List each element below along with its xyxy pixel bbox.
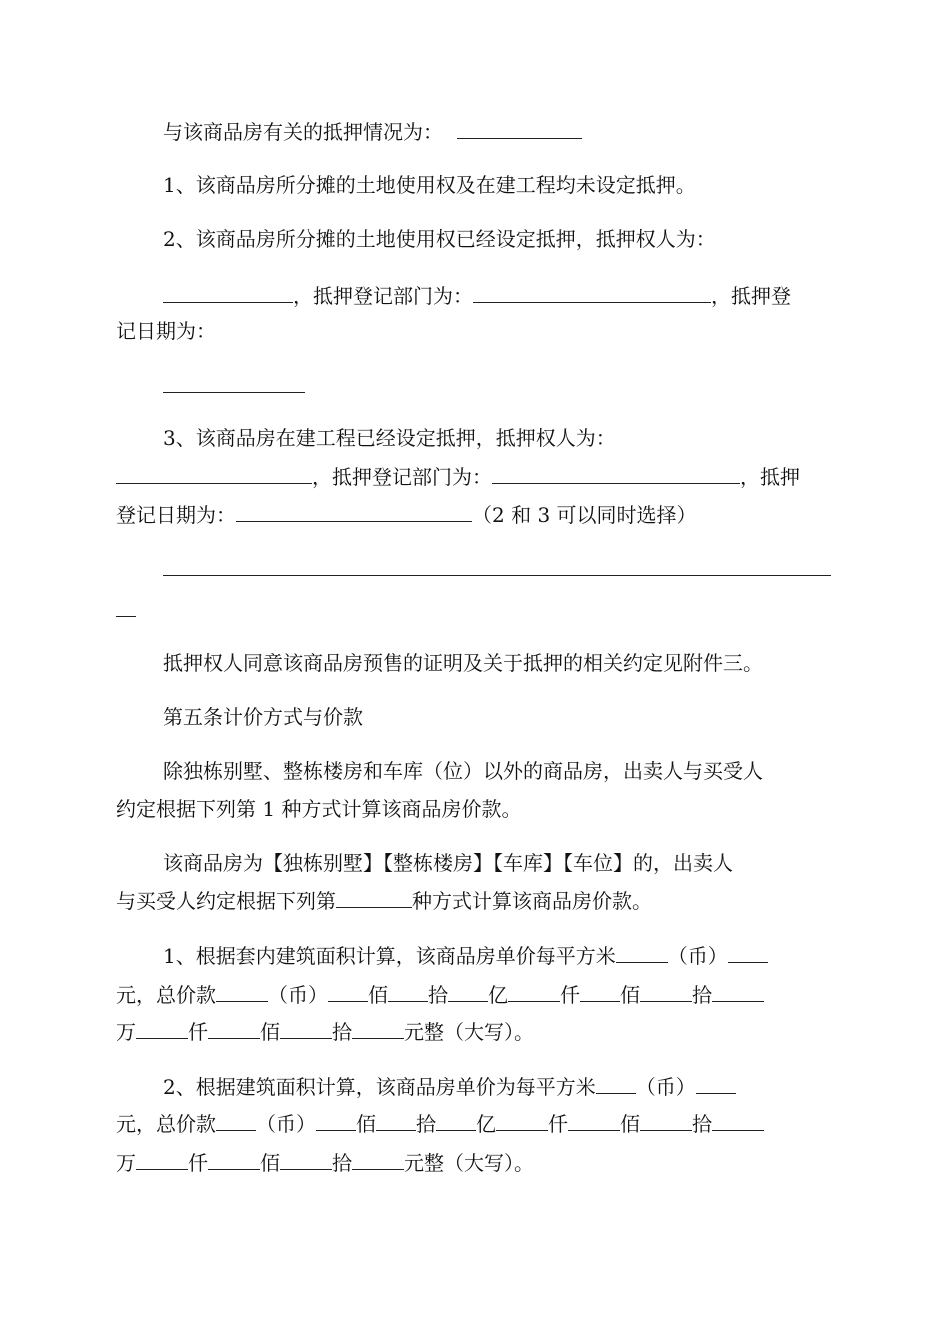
amount-blank[interactable] — [136, 1149, 188, 1170]
amount-blank[interactable] — [376, 1110, 416, 1131]
amount-currency-label: （币） — [268, 983, 328, 1007]
amount-suffix: 元整（大写）。 — [404, 1020, 534, 1044]
amount-blank[interactable] — [328, 981, 368, 1002]
unit-label: 拾 — [332, 1151, 352, 1175]
article5-p1-line2: 约定根据下列第 1 种方式计算该商品房价款。 — [116, 797, 522, 821]
registry-label: ，抵押登记部门为： — [293, 284, 473, 308]
method1-unit-price-blank[interactable] — [728, 942, 768, 963]
method2-line1 — [163, 1073, 736, 1100]
registration-date-label-2: 登记日期为： — [116, 503, 236, 527]
mortgagee-blank[interactable] — [163, 282, 293, 303]
amount-blank[interactable] — [280, 1149, 332, 1170]
method2-unit-price-label: 2、根据建筑面积计算，该商品房单价为每平方米 — [163, 1075, 596, 1099]
long-blank-line-tail[interactable] — [116, 616, 136, 617]
amount-blank[interactable] — [208, 1149, 260, 1170]
unit-label: 拾 — [692, 983, 712, 1007]
unit-label: 佰 — [260, 1020, 280, 1044]
unit-label: 佰 — [620, 983, 640, 1007]
method1-line3 — [116, 1018, 534, 1045]
registration-date-line — [163, 372, 305, 399]
mortgagee-blank-2[interactable] — [116, 463, 312, 484]
unit-label: 拾 — [416, 1112, 436, 1136]
mortgage-intro-line — [163, 118, 582, 145]
amount-blank[interactable] — [280, 1018, 332, 1039]
amount-blank[interactable] — [436, 1110, 476, 1131]
unit-label: 佰 — [368, 983, 388, 1007]
article5-p1-line1: 除独栋别墅、整栋楼房和车库（位）以外的商品房，出卖人与买受人 — [163, 759, 763, 783]
registration-date-label: 记日期为： — [116, 319, 216, 343]
article5-p2-line2 — [116, 887, 652, 914]
unit-label: 仟 — [188, 1020, 208, 1044]
mortgage-consent: 抵押权人同意该商品房预售的证明及关于抵押的相关约定见附件三。 — [163, 651, 763, 675]
article5-title: 第五条计价方式与价款 — [163, 705, 363, 729]
method2-currency-label: （币） — [635, 1075, 696, 1099]
method2-currency-blank[interactable] — [596, 1073, 636, 1094]
amount-blank[interactable] — [448, 981, 488, 1002]
amount-blank[interactable] — [508, 981, 560, 1002]
registration-label-part-2: ，抵押 — [740, 465, 800, 489]
amount-currency-label: （币） — [256, 1112, 316, 1136]
mortgage-option-1: 1、该商品房所分摊的土地使用权及在建工程均未设定抵押。 — [163, 173, 696, 197]
method-choice-label: 与买受人约定根据下列第 — [116, 889, 336, 913]
amount-blank[interactable] — [712, 1110, 764, 1131]
amount-label: 元，总价款 — [116, 983, 216, 1007]
amount-blank[interactable] — [352, 1149, 404, 1170]
unit-label: 佰 — [356, 1112, 376, 1136]
method1-line1 — [163, 942, 768, 969]
unit-label: 佰 — [260, 1151, 280, 1175]
unit-label: 拾 — [692, 1112, 712, 1136]
unit-label: 万 — [116, 1151, 136, 1175]
mortgage-option-2-fields — [163, 282, 791, 309]
unit-label: 仟 — [548, 1112, 568, 1136]
method1-unit-price-label: 1、根据套内建筑面积计算，该商品房单价每平方米 — [163, 944, 616, 968]
method-choice-blank[interactable] — [336, 887, 412, 908]
unit-label: 亿 — [488, 983, 508, 1007]
registry-label-2: ，抵押登记部门为： — [312, 465, 492, 489]
unit-label: 仟 — [188, 1151, 208, 1175]
unit-label: 拾 — [332, 1020, 352, 1044]
method-choice-suffix: 种方式计算该商品房价款。 — [412, 889, 652, 913]
long-blank-line[interactable] — [163, 575, 831, 576]
method1-currency-label: （币） — [667, 944, 728, 968]
unit-label: 拾 — [428, 983, 448, 1007]
amount-blank[interactable] — [568, 1110, 620, 1131]
amount-blank[interactable] — [352, 1018, 404, 1039]
amount-suffix: 元整（大写）。 — [404, 1151, 534, 1175]
amount-blank[interactable] — [136, 1018, 188, 1039]
mortgage-status-blank[interactable] — [457, 118, 582, 139]
amount-blank[interactable] — [640, 1110, 692, 1131]
article5-p2-line1: 该商品房为【独栋别墅】【整栋楼房】【车库】【车位】的，出卖人 — [163, 851, 733, 875]
amount-blank[interactable] — [496, 1110, 548, 1131]
method2-line2 — [116, 1110, 764, 1137]
unit-label: 佰 — [620, 1112, 640, 1136]
amount-blank[interactable] — [580, 981, 620, 1002]
registration-date-blank-2[interactable] — [236, 501, 472, 522]
method1-line2 — [116, 981, 764, 1008]
unit-label: 万 — [116, 1020, 136, 1044]
amount-label: 元，总价款 — [116, 1112, 216, 1136]
method2-unit-price-blank[interactable] — [696, 1073, 736, 1094]
amount-blank[interactable] — [216, 981, 268, 1002]
registry-blank-2[interactable] — [492, 463, 740, 484]
amount-blank[interactable] — [208, 1018, 260, 1039]
unit-label: 亿 — [476, 1112, 496, 1136]
selection-note: （2 和 3 可以同时选择） — [472, 503, 697, 527]
method2-line3 — [116, 1149, 534, 1176]
mortgage-option-3: 3、该商品房在建工程已经设定抵押，抵押权人为： — [163, 426, 616, 450]
mortgage-intro-text: 与该商品房有关的抵押情况为： — [163, 120, 443, 144]
registration-label-part: ，抵押登 — [711, 284, 791, 308]
mortgage-option-3-date — [116, 501, 697, 528]
registry-blank[interactable] — [473, 282, 711, 303]
mortgage-option-2: 2、该商品房所分摊的土地使用权已经设定抵押，抵押权人为： — [163, 227, 716, 251]
amount-blank[interactable] — [316, 1110, 356, 1131]
method1-currency-blank[interactable] — [616, 942, 668, 963]
unit-label: 仟 — [560, 983, 580, 1007]
amount-blank[interactable] — [712, 981, 764, 1002]
amount-blank[interactable] — [640, 981, 692, 1002]
amount-blank[interactable] — [388, 981, 428, 1002]
amount-blank[interactable] — [216, 1110, 256, 1131]
registration-date-blank[interactable] — [163, 372, 305, 393]
mortgage-option-3-fields — [116, 463, 800, 490]
